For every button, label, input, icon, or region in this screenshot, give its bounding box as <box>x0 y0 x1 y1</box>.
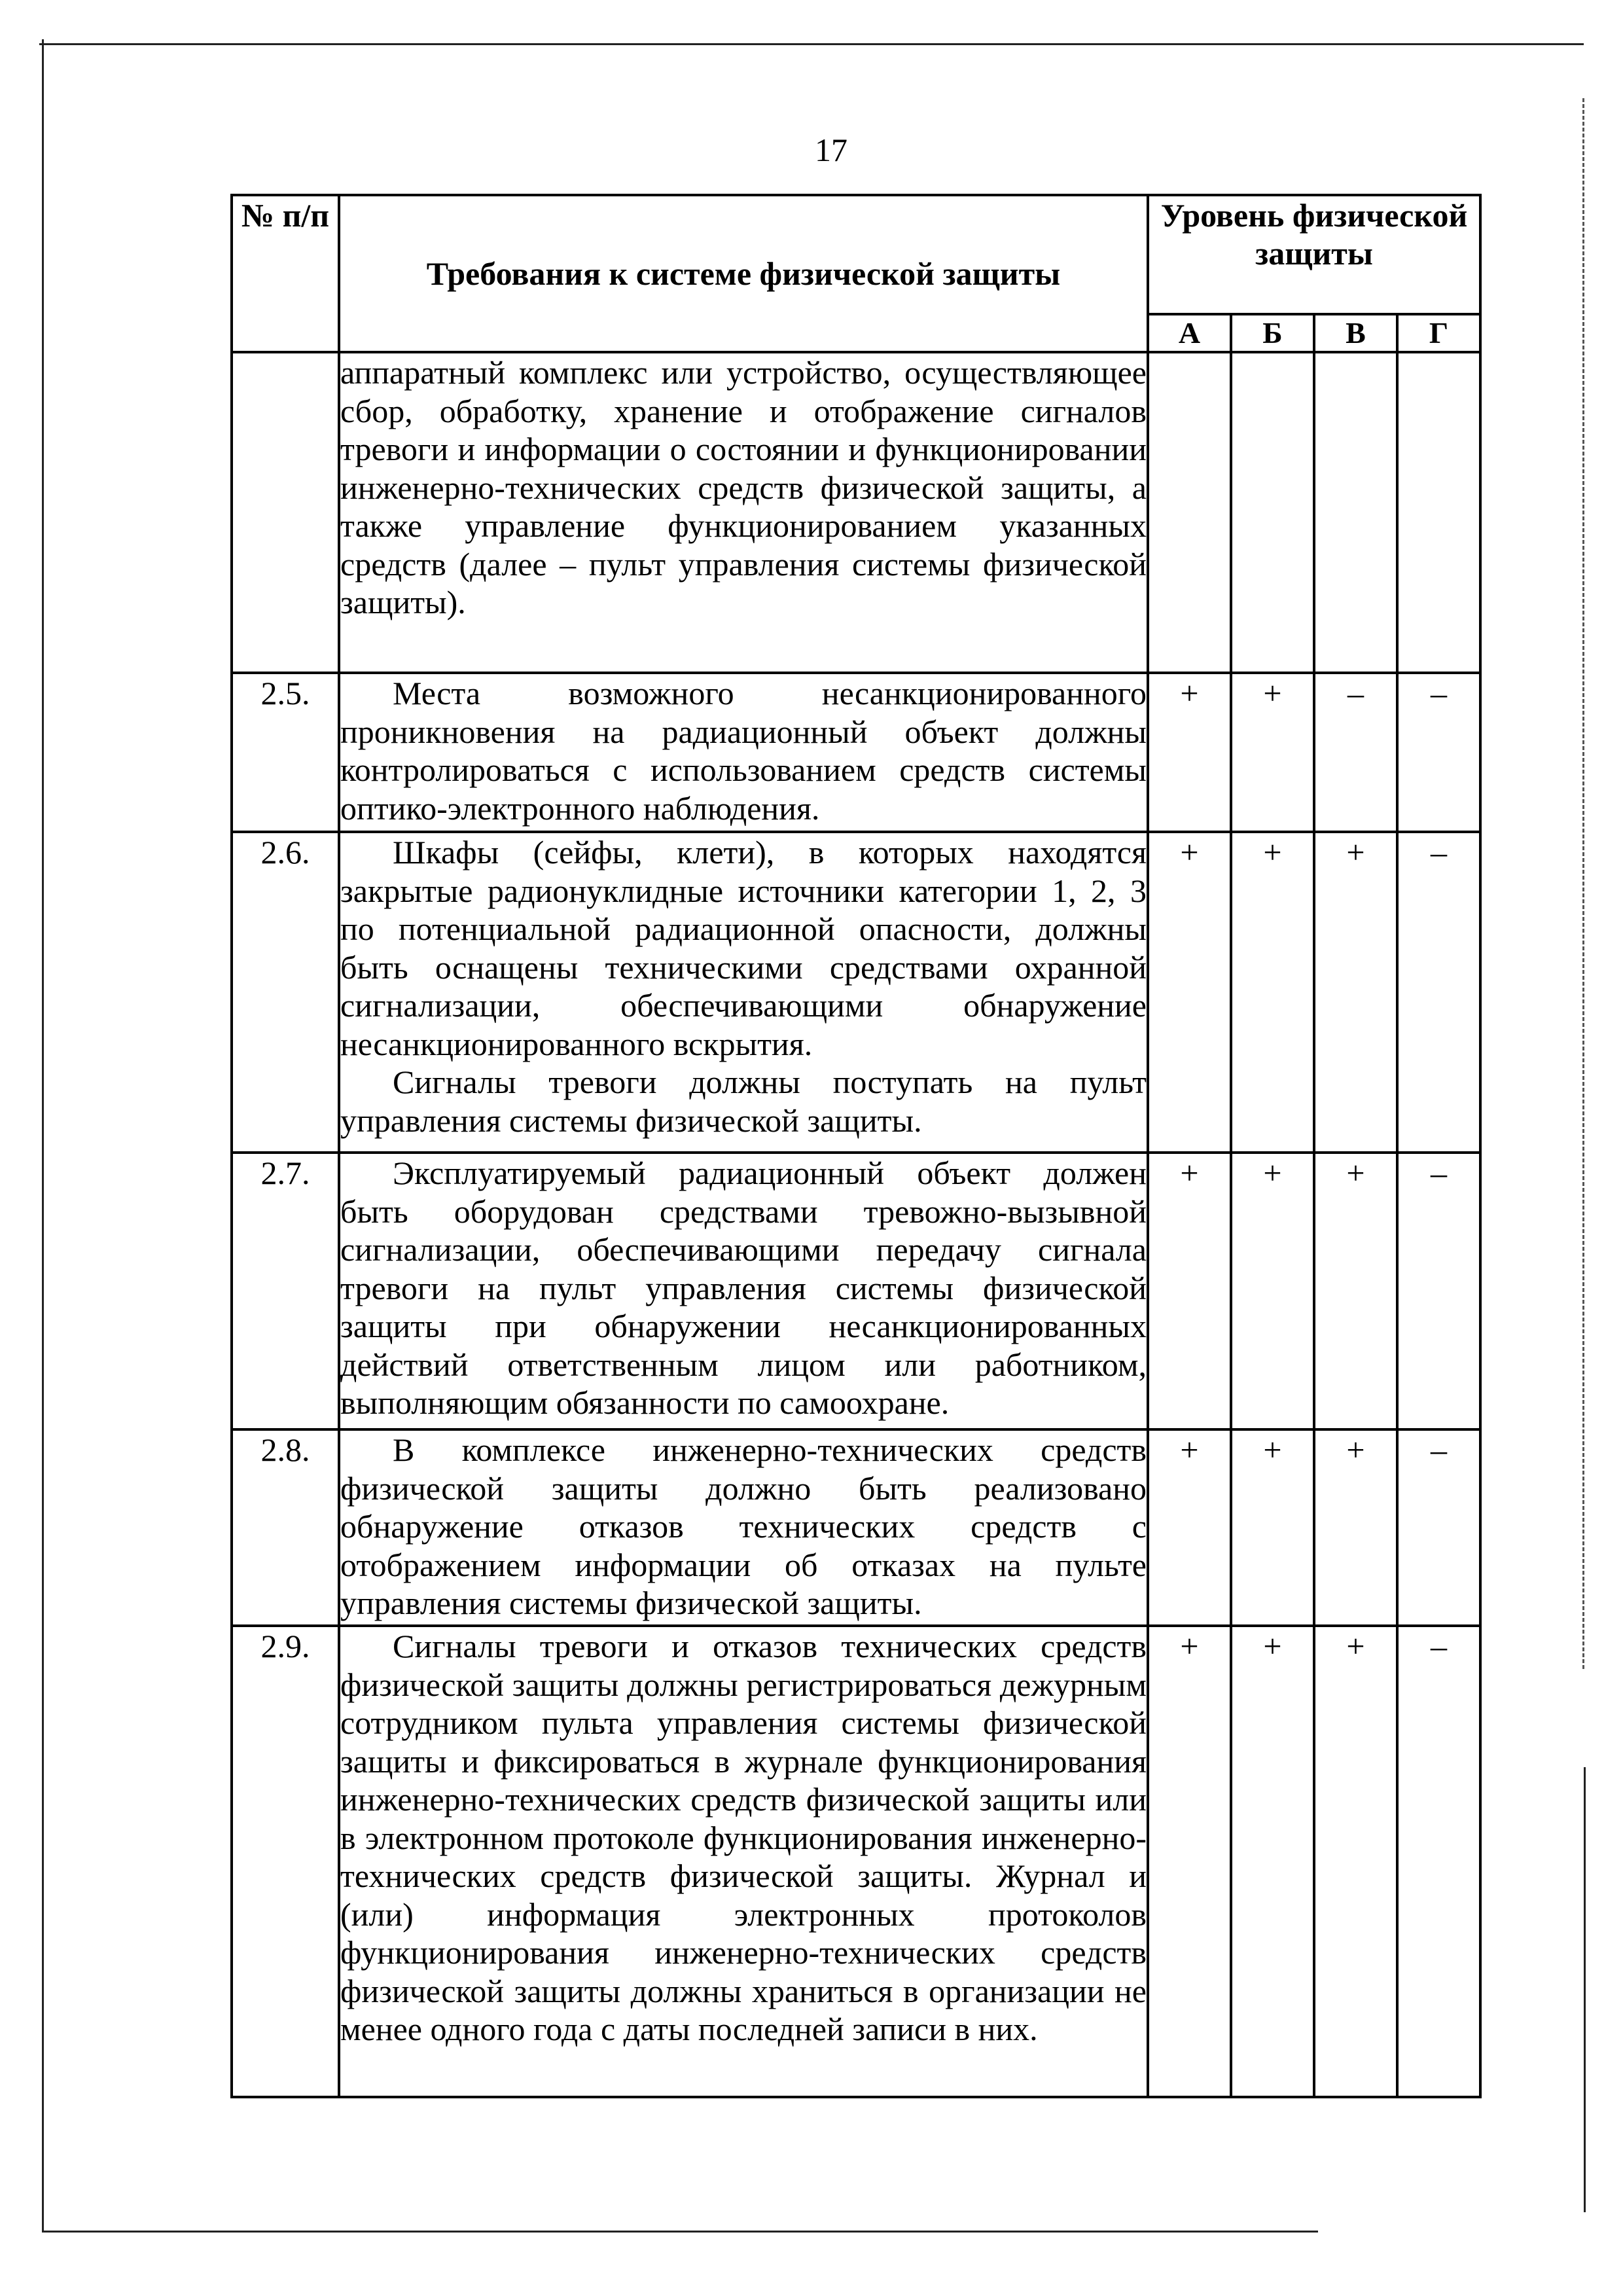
table-row <box>232 1153 1480 1429</box>
requirement-paragraph: В комплексе инженерно-технических средств физической защиты должно быть реализовано обнаружение отказов технических средств с отображением информации об отказах на пульте управления системы физической защиты. <box>340 1431 1147 1621</box>
level-b-mark <box>1231 352 1314 673</box>
table-row <box>232 1429 1480 1626</box>
header-level-v: В <box>1314 314 1397 352</box>
requirement-paragraph: Сигналы тревоги и отказов технических средств физической защиты должны регистрироваться дежурным сотрудником пульта управления системы физической защиты и фиксироваться в журнале функционирования инженерно-технических средств физической защиты или в электронном протоколе функционирования инженерно-технических средств физической защиты. Журнал и (или) информация электронных протоколов функционирования инженерно-технических средств физической защиты должны храниться в организации не менее одного года с даты последней записи в них. <box>340 1628 1147 2047</box>
requirement-paragraph: аппаратный комплекс или устройство, осуществляющее сбор, обработку, хранение и отображение сигналов тревоги и информации о состоянии и функционировании инженерно-технических средств физической защиты, а также управление функционированием указанных средств (далее – пульт управления системы физической защиты). <box>340 354 1147 620</box>
requirements-table <box>230 194 1482 2098</box>
header-protection-level: Уровень физической защиты <box>1148 195 1480 314</box>
scan-frame-left <box>42 39 44 2232</box>
level-a-mark: + <box>1148 1626 1231 2097</box>
requirement-paragraph: Места возможного несанкционированного проникновения на радиационный объект должны контролироваться с использованием средств системы оптико-электронного наблюдения. <box>340 675 1147 827</box>
requirement-paragraph: Шкафы (сейфы, клети), в которых находятся закрытые радионуклидные источники категории 1, 2, 3 по потенциальной радиационной опасности, должны быть оснащены техническими средствами охранной сигнализации, обеспечивающими обнаружение несанкционированного вскрытия. <box>340 834 1147 1062</box>
row-number: 2.7. <box>232 1153 339 1429</box>
level-v-mark: + <box>1314 1429 1397 1626</box>
table-row <box>232 1626 1480 2097</box>
scan-frame-bottom <box>42 2231 1318 2233</box>
level-b-mark: + <box>1231 1153 1314 1429</box>
level-a-mark: + <box>1148 832 1231 1153</box>
level-v-mark: – <box>1314 673 1397 832</box>
level-a-mark: + <box>1148 673 1231 832</box>
level-g-mark: – <box>1397 1429 1480 1626</box>
requirement-text <box>339 1626 1148 2097</box>
header-level-a: А <box>1148 314 1231 352</box>
requirement-text <box>339 673 1148 832</box>
requirement-text <box>339 352 1148 673</box>
row-number: 2.8. <box>232 1429 339 1626</box>
header-level-b: Б <box>1231 314 1314 352</box>
level-g-mark: – <box>1397 673 1480 832</box>
level-b-mark: + <box>1231 1626 1314 2097</box>
scan-frame-top <box>39 43 1584 45</box>
requirement-paragraph: Сигналы тревоги должны поступать на пульт управления системы физической защиты. <box>340 1064 1147 1139</box>
requirement-text <box>339 832 1148 1153</box>
level-g-mark: – <box>1397 832 1480 1153</box>
level-b-mark: + <box>1231 832 1314 1153</box>
requirement-paragraph: Эксплуатируемый радиационный объект должен быть оборудован средствами тревожно-вызывной сигнализации, обеспечивающими передачу сигнала тревоги на пульт управления системы физической защиты при обнаружении несанкционированных действий ответственным лицом или работником, выполняющим обязанности по самоохране. <box>340 1155 1147 1421</box>
level-v-mark: + <box>1314 1153 1397 1429</box>
level-b-mark: + <box>1231 673 1314 832</box>
requirement-text <box>339 1429 1148 1626</box>
header-requirements: Требования к системе физической защиты <box>339 195 1148 352</box>
level-g-mark: – <box>1397 1153 1480 1429</box>
table-row <box>232 832 1480 1153</box>
row-number: 2.5. <box>232 673 339 832</box>
row-number: 2.9. <box>232 1626 339 2097</box>
row-number: 2.6. <box>232 832 339 1153</box>
level-a-mark: + <box>1148 1153 1231 1429</box>
table-row <box>232 352 1480 673</box>
scan-frame-right-dashed <box>1582 98 1584 1669</box>
level-g-mark: – <box>1397 1626 1480 2097</box>
header-level-g: Г <box>1397 314 1480 352</box>
row-number <box>232 352 339 673</box>
level-b-mark: + <box>1231 1429 1314 1626</box>
header-number: № п/п <box>232 195 339 352</box>
level-g-mark <box>1397 352 1480 673</box>
table-row <box>232 673 1480 832</box>
requirement-text <box>339 1153 1148 1429</box>
page-number: 17 <box>815 132 847 168</box>
level-a-mark: + <box>1148 1429 1231 1626</box>
level-a-mark <box>1148 352 1231 673</box>
level-v-mark: + <box>1314 832 1397 1153</box>
level-v-mark: + <box>1314 1626 1397 2097</box>
level-v-mark <box>1314 352 1397 673</box>
scan-frame-right <box>1584 1767 1586 2212</box>
